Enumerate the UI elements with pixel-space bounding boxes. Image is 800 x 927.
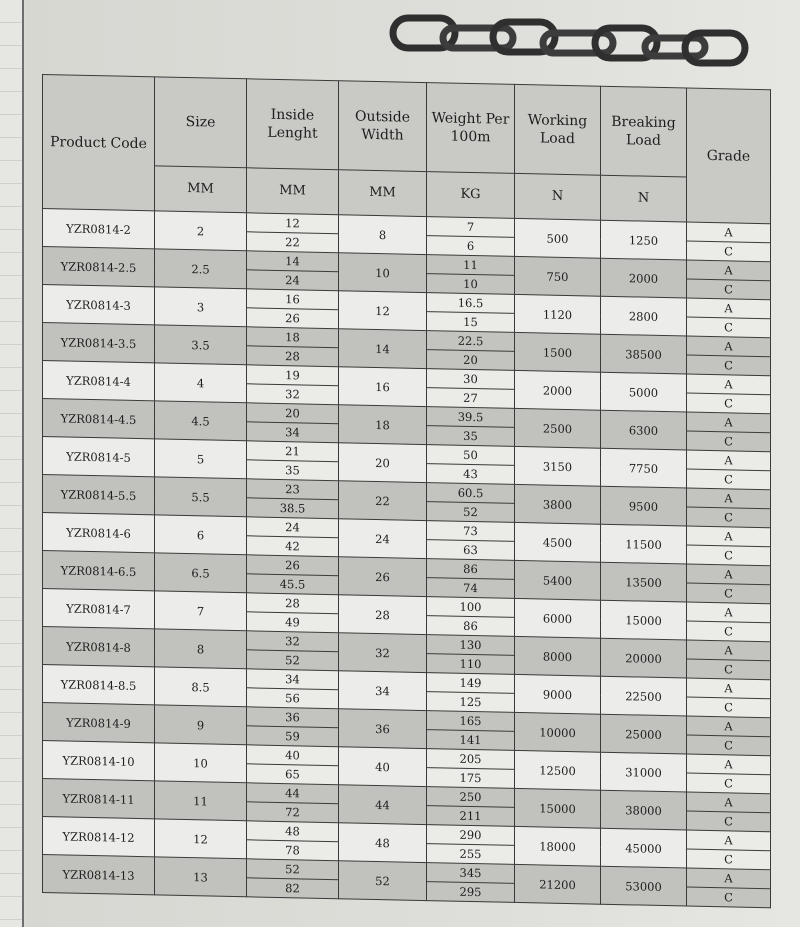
inside-length-cell: 36	[247, 707, 339, 728]
inside-length-cell: 48	[247, 821, 339, 842]
inside-length-cell: 21	[247, 441, 339, 462]
weight-cell: 175	[427, 768, 515, 789]
breaking-load-cell: 25000	[601, 714, 687, 754]
unit-weight: KG	[427, 172, 515, 219]
grade-cell: C	[687, 849, 771, 870]
size-cell: 4.5	[155, 401, 247, 441]
weight-cell: 141	[427, 730, 515, 751]
inside-length-cell: 59	[247, 726, 339, 747]
inside-length-cell: 26	[247, 555, 339, 576]
grade-cell: C	[687, 583, 771, 604]
size-cell: 6	[155, 515, 247, 555]
outside-width-cell: 8	[339, 215, 427, 255]
size-cell: 5	[155, 439, 247, 479]
breaking-load-cell: 9500	[601, 486, 687, 526]
grade-cell: C	[687, 469, 771, 490]
size-cell: 7	[155, 591, 247, 631]
inside-length-cell: 65	[247, 764, 339, 785]
weight-cell: 125	[427, 692, 515, 713]
size-cell: 6.5	[155, 553, 247, 593]
weight-cell: 290	[427, 825, 515, 846]
inside-length-cell: 20	[247, 403, 339, 424]
weight-cell: 22.5	[427, 331, 515, 352]
grade-cell: A	[687, 602, 771, 623]
header-inside-length: Inside Lenght	[247, 79, 339, 170]
weight-cell: 6	[427, 236, 515, 257]
weight-cell: 15	[427, 312, 515, 333]
grade-cell: C	[687, 317, 771, 338]
grade-cell: A	[687, 450, 771, 471]
header-breaking-load: Breaking Load	[601, 86, 687, 177]
unit-outside-width: MM	[339, 170, 427, 217]
product-code-cell: YZR0814-4.5	[43, 399, 155, 439]
chain-spec-table-wrapper	[42, 74, 771, 908]
breaking-load-cell: 13500	[601, 562, 687, 602]
grade-cell: C	[687, 621, 771, 642]
product-code-cell: YZR0814-7	[43, 589, 155, 629]
size-cell: 8.5	[155, 667, 247, 707]
chain-link	[685, 33, 745, 63]
size-cell: 4	[155, 363, 247, 403]
product-code-cell: YZR0814-2	[43, 209, 155, 249]
working-load-cell: 9000	[515, 674, 601, 714]
outside-width-cell: 36	[339, 709, 427, 749]
size-cell: 11	[155, 781, 247, 821]
inside-length-cell: 38.5	[247, 498, 339, 519]
product-code-cell: YZR0814-3.5	[43, 323, 155, 363]
grade-cell: C	[687, 545, 771, 566]
weight-cell: 110	[427, 654, 515, 675]
chain-photo	[385, 8, 755, 68]
inside-length-cell: 32	[247, 384, 339, 405]
working-load-cell: 8000	[515, 636, 601, 676]
weight-cell: 35	[427, 426, 515, 447]
weight-cell: 130	[427, 635, 515, 656]
weight-cell: 74	[427, 578, 515, 599]
previous-page-edge	[0, 0, 24, 927]
header-product-code: Product Code	[43, 75, 155, 211]
working-load-cell: 21200	[515, 864, 601, 904]
breaking-load-cell: 38500	[601, 334, 687, 374]
working-load-cell: 5400	[515, 560, 601, 600]
outside-width-cell: 22	[339, 481, 427, 521]
inside-length-cell: 32	[247, 631, 339, 652]
weight-cell: 20	[427, 350, 515, 371]
weight-cell: 211	[427, 806, 515, 827]
inside-length-cell: 34	[247, 422, 339, 443]
inside-length-cell: 40	[247, 745, 339, 766]
grade-cell: C	[687, 507, 771, 528]
inside-length-cell: 56	[247, 688, 339, 709]
outside-width-cell: 52	[339, 861, 427, 901]
product-code-cell: YZR0814-5	[43, 437, 155, 477]
weight-cell: 11	[427, 255, 515, 276]
working-load-cell: 500	[515, 218, 601, 258]
grade-cell: C	[687, 773, 771, 794]
weight-cell: 86	[427, 559, 515, 580]
inside-length-cell: 34	[247, 669, 339, 690]
grade-cell: A	[687, 754, 771, 775]
product-code-cell: YZR0814-10	[43, 741, 155, 781]
product-code-cell: YZR0814-2.5	[43, 247, 155, 287]
inside-length-cell: 12	[247, 213, 339, 234]
breaking-load-cell: 2000	[601, 258, 687, 298]
breaking-load-cell: 2800	[601, 296, 687, 336]
grade-cell: A	[687, 716, 771, 737]
weight-cell: 43	[427, 464, 515, 485]
inside-length-cell: 14	[247, 251, 339, 272]
breaking-load-cell: 45000	[601, 828, 687, 868]
outside-width-cell: 40	[339, 747, 427, 787]
grade-cell: C	[687, 393, 771, 414]
product-code-cell: YZR0814-3	[43, 285, 155, 325]
size-cell: 2.5	[155, 249, 247, 289]
grade-cell: A	[687, 678, 771, 699]
working-load-cell: 10000	[515, 712, 601, 752]
header-weight: Weight Per 100m	[427, 83, 515, 174]
grade-cell: A	[687, 868, 771, 889]
weight-cell: 165	[427, 711, 515, 732]
weight-cell: 27	[427, 388, 515, 409]
header-size: Size	[155, 77, 247, 168]
working-load-cell: 750	[515, 256, 601, 296]
breaking-load-cell: 5000	[601, 372, 687, 412]
grade-cell: A	[687, 412, 771, 433]
inside-length-cell: 16	[247, 289, 339, 310]
size-cell: 2	[155, 211, 247, 251]
outside-width-cell: 44	[339, 785, 427, 825]
inside-length-cell: 82	[247, 878, 339, 899]
breaking-load-cell: 6300	[601, 410, 687, 450]
grade-cell: A	[687, 488, 771, 509]
grade-cell: A	[687, 260, 771, 281]
inside-length-cell: 26	[247, 308, 339, 329]
inside-length-cell: 49	[247, 612, 339, 633]
working-load-cell: 3800	[515, 484, 601, 524]
outside-width-cell: 24	[339, 519, 427, 559]
inside-length-cell: 19	[247, 365, 339, 386]
size-cell: 3	[155, 287, 247, 327]
grade-cell: C	[687, 697, 771, 718]
breaking-load-cell: 7750	[601, 448, 687, 488]
grade-cell: A	[687, 526, 771, 547]
unit-working-load: N	[515, 173, 601, 220]
inside-length-cell: 35	[247, 460, 339, 481]
inside-length-cell: 45.5	[247, 574, 339, 595]
outside-width-cell: 10	[339, 253, 427, 293]
outside-width-cell: 16	[339, 367, 427, 407]
breaking-load-cell: 53000	[601, 866, 687, 906]
product-code-cell: YZR0814-9	[43, 703, 155, 743]
working-load-cell: 4500	[515, 522, 601, 562]
breaking-load-cell: 11500	[601, 524, 687, 564]
weight-cell: 50	[427, 445, 515, 466]
grade-cell: C	[687, 659, 771, 680]
grade-cell: A	[687, 792, 771, 813]
product-code-cell: YZR0814-13	[43, 855, 155, 895]
weight-cell: 295	[427, 882, 515, 903]
outside-width-cell: 26	[339, 557, 427, 597]
weight-cell: 205	[427, 749, 515, 770]
grade-cell: A	[687, 830, 771, 851]
breaking-load-cell: 1250	[601, 220, 687, 260]
grade-cell: A	[687, 336, 771, 357]
header-working-load: Working Load	[515, 84, 601, 175]
grade-cell: C	[687, 279, 771, 300]
breaking-load-cell: 20000	[601, 638, 687, 678]
outside-width-cell: 18	[339, 405, 427, 445]
chain-spec-table	[42, 74, 771, 908]
inside-length-cell: 44	[247, 783, 339, 804]
inside-length-cell: 78	[247, 840, 339, 861]
product-code-cell: YZR0814-4	[43, 361, 155, 401]
outside-width-cell: 28	[339, 595, 427, 635]
product-code-cell: YZR0814-6.5	[43, 551, 155, 591]
product-code-cell: YZR0814-11	[43, 779, 155, 819]
inside-length-cell: 23	[247, 479, 339, 500]
grade-cell: A	[687, 298, 771, 319]
grade-cell: C	[687, 241, 771, 262]
weight-cell: 30	[427, 369, 515, 390]
size-cell: 9	[155, 705, 247, 745]
size-cell: 10	[155, 743, 247, 783]
inside-length-cell: 18	[247, 327, 339, 348]
outside-width-cell: 48	[339, 823, 427, 863]
inside-length-cell: 42	[247, 536, 339, 557]
size-cell: 13	[155, 857, 247, 897]
breaking-load-cell: 22500	[601, 676, 687, 716]
size-cell: 5.5	[155, 477, 247, 517]
breaking-load-cell: 15000	[601, 600, 687, 640]
unit-size: MM	[155, 166, 247, 213]
weight-cell: 255	[427, 844, 515, 865]
outside-width-cell: 34	[339, 671, 427, 711]
weight-cell: 100	[427, 597, 515, 618]
grade-cell: C	[687, 735, 771, 756]
weight-cell: 73	[427, 521, 515, 542]
working-load-cell: 2000	[515, 370, 601, 410]
inside-length-cell: 72	[247, 802, 339, 823]
weight-cell: 250	[427, 787, 515, 808]
grade-cell: A	[687, 374, 771, 395]
product-code-cell: YZR0814-12	[43, 817, 155, 857]
inside-length-cell: 28	[247, 346, 339, 367]
working-load-cell: 18000	[515, 826, 601, 866]
outside-width-cell: 20	[339, 443, 427, 483]
weight-cell: 39.5	[427, 407, 515, 428]
grade-cell: C	[687, 887, 771, 908]
weight-cell: 345	[427, 863, 515, 884]
unit-inside-length: MM	[247, 168, 339, 215]
weight-cell: 149	[427, 673, 515, 694]
working-load-cell: 15000	[515, 788, 601, 828]
weight-cell: 63	[427, 540, 515, 561]
product-code-cell: YZR0814-5.5	[43, 475, 155, 515]
inside-length-cell: 52	[247, 859, 339, 880]
header-grade: Grade	[687, 88, 771, 224]
size-cell: 12	[155, 819, 247, 859]
working-load-cell: 1120	[515, 294, 601, 334]
grade-cell: C	[687, 811, 771, 832]
inside-length-cell: 22	[247, 232, 339, 253]
product-code-cell: YZR0814-8.5	[43, 665, 155, 705]
weight-cell: 52	[427, 502, 515, 523]
size-cell: 8	[155, 629, 247, 669]
working-load-cell: 12500	[515, 750, 601, 790]
grade-cell: A	[687, 640, 771, 661]
header-outside-width: Outside Width	[339, 81, 427, 172]
grade-cell: A	[687, 564, 771, 585]
weight-cell: 10	[427, 274, 515, 295]
grade-cell: C	[687, 431, 771, 452]
grade-cell: A	[687, 222, 771, 243]
grade-cell: C	[687, 355, 771, 376]
working-load-cell: 3150	[515, 446, 601, 486]
inside-length-cell: 28	[247, 593, 339, 614]
product-code-cell: YZR0814-6	[43, 513, 155, 553]
working-load-cell: 6000	[515, 598, 601, 638]
inside-length-cell: 24	[247, 270, 339, 291]
outside-width-cell: 32	[339, 633, 427, 673]
outside-width-cell: 14	[339, 329, 427, 369]
weight-cell: 7	[427, 217, 515, 238]
inside-length-cell: 24	[247, 517, 339, 538]
working-load-cell: 2500	[515, 408, 601, 448]
breaking-load-cell: 31000	[601, 752, 687, 792]
product-code-cell: YZR0814-8	[43, 627, 155, 667]
weight-cell: 16.5	[427, 293, 515, 314]
working-load-cell: 1500	[515, 332, 601, 372]
breaking-load-cell: 38000	[601, 790, 687, 830]
size-cell: 3.5	[155, 325, 247, 365]
table-body	[43, 209, 771, 908]
outside-width-cell: 12	[339, 291, 427, 331]
inside-length-cell: 52	[247, 650, 339, 671]
weight-cell: 60.5	[427, 483, 515, 504]
weight-cell: 86	[427, 616, 515, 637]
unit-breaking-load: N	[601, 175, 687, 222]
